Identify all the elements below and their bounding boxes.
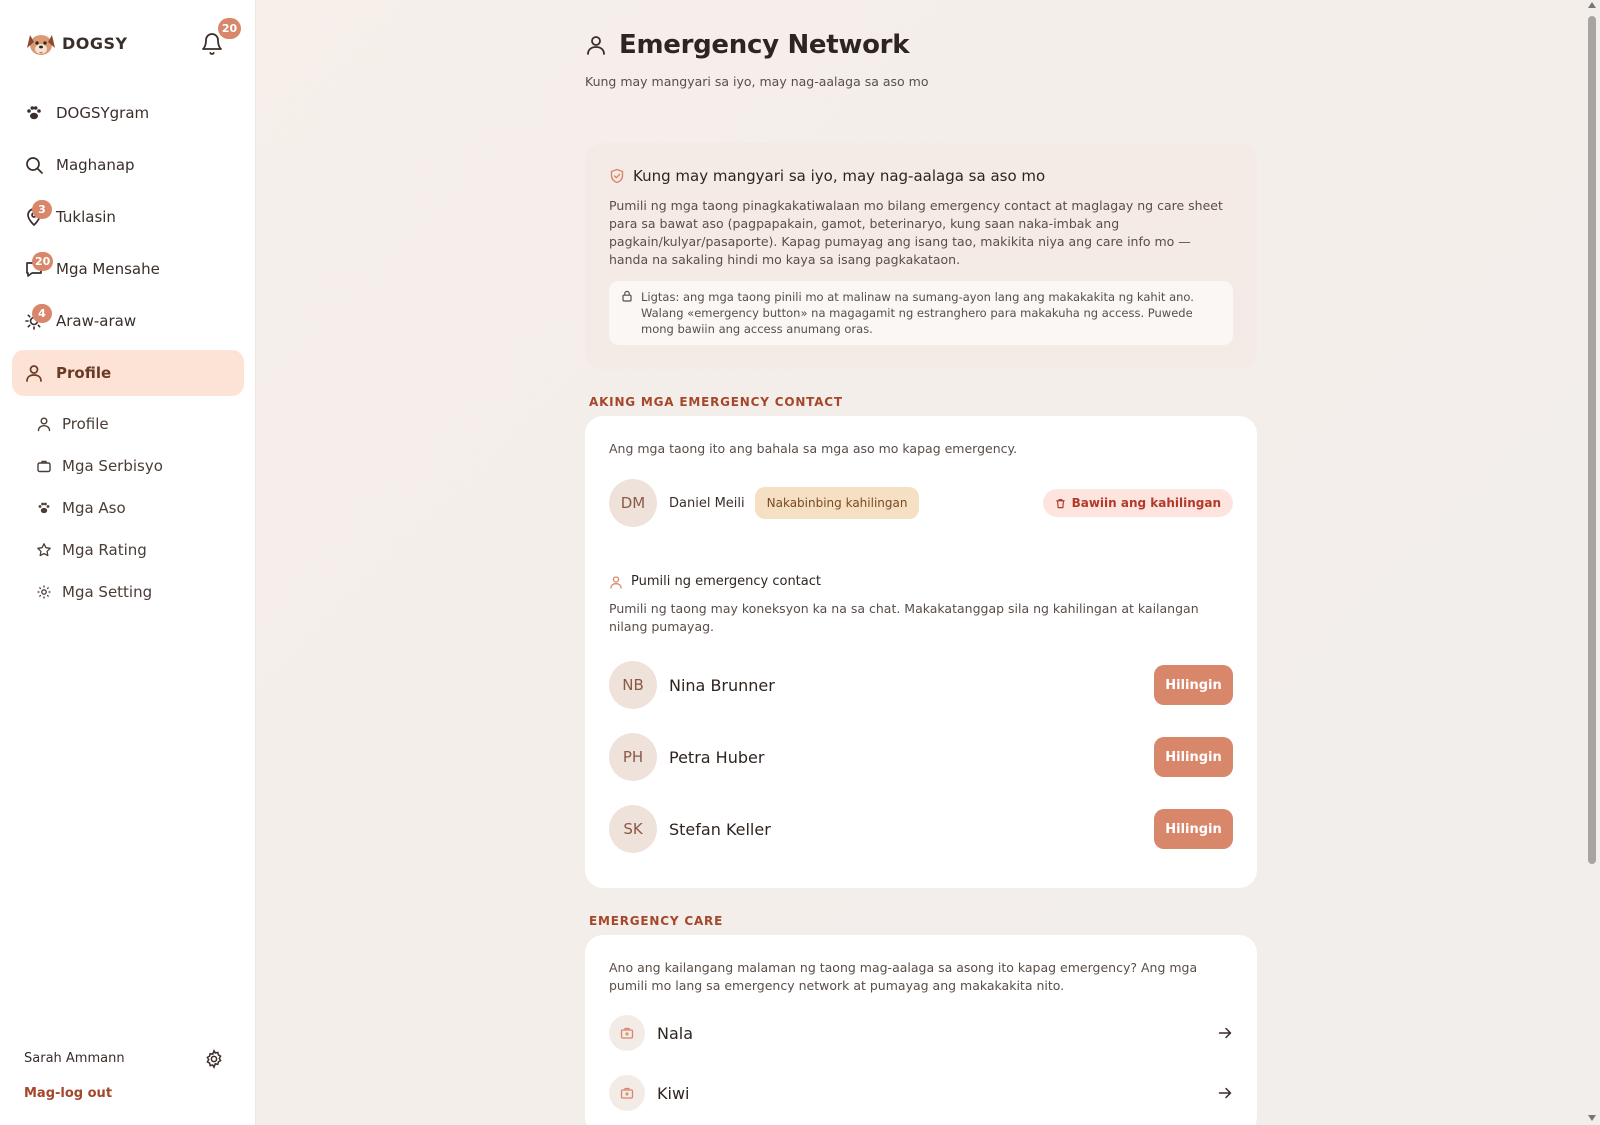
gear-icon[interactable] (204, 1049, 224, 1069)
nav-badge: 3 (32, 200, 52, 219)
user-icon (585, 34, 607, 56)
page-subtitle: Kung may mangyari sa iyo, may nag-aalaga sa aso mo (585, 74, 929, 89)
profile-subnav (24, 403, 244, 613)
candidate-row (609, 733, 1233, 781)
privacy-note-text: Ligtas: ang mga taong pinili mo at malinaw na sumang-ayon lang ang makakakita ng kahit ano. Walang «emergency button» na magagamit ng estranghero para makakuha ng access. Puwede mong bawiin ang access anumang oras. (641, 290, 1194, 336)
avatar: NB (609, 661, 657, 709)
info-card (585, 143, 1257, 369)
scrollbar[interactable] (1584, 0, 1600, 1125)
privacy-note (609, 281, 1233, 345)
scroll-thumb[interactable] (1588, 16, 1596, 864)
info-title: Kung may mangyari sa iyo, may nag-aalaga sa aso mo (633, 167, 1046, 185)
care-card (585, 935, 1257, 1125)
care-desc: Ano ang kailangang malaman ng taong mag-aalaga sa asong ito kapag emergency? Ang mga pumili mo lang sa emergency network at pumayag ang makakakita nito. (609, 960, 1198, 993)
info-body: Pumili ng mga taong pinagkakatiwalaan mo bilang emergency contact at maglagay ng care sheet para sa bawat aso (pagpapakain, gamot, beterinaryo, kung saan naka-imbak ang pagkain/kulyar/pasaporte). Kapag pumayag ang isang tao, makikita niya ang care info mo — handa na sakaling hindi mo kaya sa isang pagkakataon. (609, 198, 1223, 267)
brand-name: DOGSY (62, 33, 128, 53)
arrow-right-icon (1217, 1085, 1233, 1101)
trash-icon (1055, 498, 1066, 509)
revoke-request-button[interactable] (1043, 489, 1233, 517)
nav-item-profile[interactable] (12, 350, 244, 396)
dog-care-row[interactable] (609, 1015, 1233, 1051)
avatar: SK (609, 805, 657, 853)
dog-logo-icon (24, 26, 58, 60)
user-name: Sarah Ammann (24, 1051, 125, 1066)
nav-label: Araw-araw (56, 312, 137, 330)
status-badge: Nakabinbing kahilingan (755, 487, 920, 519)
avatar: DM (609, 479, 657, 527)
nav-badge: 4 (32, 304, 52, 323)
nav-item-dogsygram[interactable] (12, 90, 244, 136)
contacts-desc: Ang mga taong ito ang bahala sa mga aso mo kapag emergency. (609, 441, 1018, 456)
medical-bag-icon (609, 1075, 645, 1111)
dog-name: Kiwi (657, 1083, 690, 1103)
contacts-card (585, 416, 1257, 888)
contact-name: Petra Huber (669, 747, 765, 767)
dog-name: Nala (657, 1023, 694, 1043)
page-header (585, 30, 929, 89)
user-icon (24, 363, 44, 383)
nav-item-search[interactable] (12, 142, 244, 188)
nav-label: Maghanap (56, 156, 135, 174)
sub-item-dogs[interactable] (24, 487, 244, 529)
nav-item-daily[interactable] (12, 298, 244, 344)
sub-item-profile[interactable] (24, 403, 244, 445)
nav-label: DOGSYgram (56, 104, 150, 122)
sub-item-label: Mga Serbisyo (62, 457, 163, 475)
nav-label: Mga Mensahe (56, 260, 160, 278)
request-button[interactable]: Hilingin (1154, 737, 1233, 777)
logout-link[interactable]: Mag-log out (24, 1086, 113, 1101)
page-title: Emergency Network (619, 30, 910, 60)
scroll-down-arrow[interactable] (1588, 1115, 1596, 1121)
lock-icon (621, 290, 633, 302)
nav-label: Profile (56, 364, 112, 382)
sub-item-label: Mga Setting (62, 583, 153, 601)
sub-item-services[interactable] (24, 445, 244, 487)
medical-bag-icon (609, 1015, 645, 1051)
paw-icon (24, 103, 44, 123)
user-icon (609, 575, 623, 589)
section-label-care: EMERGENCY CARE (589, 914, 724, 928)
main-nav (12, 90, 244, 402)
request-button[interactable]: Hilingin (1154, 665, 1233, 705)
sub-item-label: Mga Rating (62, 541, 147, 559)
user-icon (36, 416, 52, 432)
brand[interactable] (24, 26, 128, 60)
choose-contact-desc: Pumili ng taong may koneksyon ka na sa chat. Makakatanggap sila ng kahilingan at kailangan nilang pumayag. (609, 601, 1199, 634)
sub-item-settings[interactable] (24, 571, 244, 613)
dog-care-row[interactable] (609, 1075, 1233, 1111)
section-label-contacts: AKING MGA EMERGENCY CONTACT (589, 395, 843, 409)
pending-contact-row (609, 479, 1233, 527)
nav-badge: 20 (32, 252, 53, 271)
contact-name: Daniel Meili (669, 495, 745, 511)
gear-icon (36, 584, 52, 600)
candidate-row (609, 661, 1233, 709)
sidebar (0, 0, 256, 1125)
star-icon (36, 542, 52, 558)
nav-item-discover[interactable] (12, 194, 244, 240)
contact-name: Nina Brunner (669, 675, 775, 695)
scroll-up-arrow[interactable] (1588, 2, 1596, 8)
arrow-right-icon (1217, 1025, 1233, 1041)
briefcase-icon (36, 458, 52, 474)
notification-badge: 20 (218, 18, 241, 39)
choose-contact-label: Pumili ng emergency contact (631, 574, 821, 589)
contact-name: Stefan Keller (669, 819, 771, 839)
choose-contact-title (609, 574, 821, 589)
search-icon (24, 155, 44, 175)
nav-item-messages[interactable] (12, 246, 244, 292)
candidate-row (609, 805, 1233, 853)
nav-label: Tuklasin (56, 208, 116, 226)
request-button[interactable]: Hilingin (1154, 809, 1233, 849)
sub-item-ratings[interactable] (24, 529, 244, 571)
sub-item-label: Profile (62, 415, 109, 433)
avatar: PH (609, 733, 657, 781)
revoke-request-label: Bawiin ang kahilingan (1071, 496, 1221, 510)
paw-icon (36, 500, 52, 516)
sub-item-label: Mga Aso (62, 499, 126, 517)
shield-icon (609, 168, 625, 184)
